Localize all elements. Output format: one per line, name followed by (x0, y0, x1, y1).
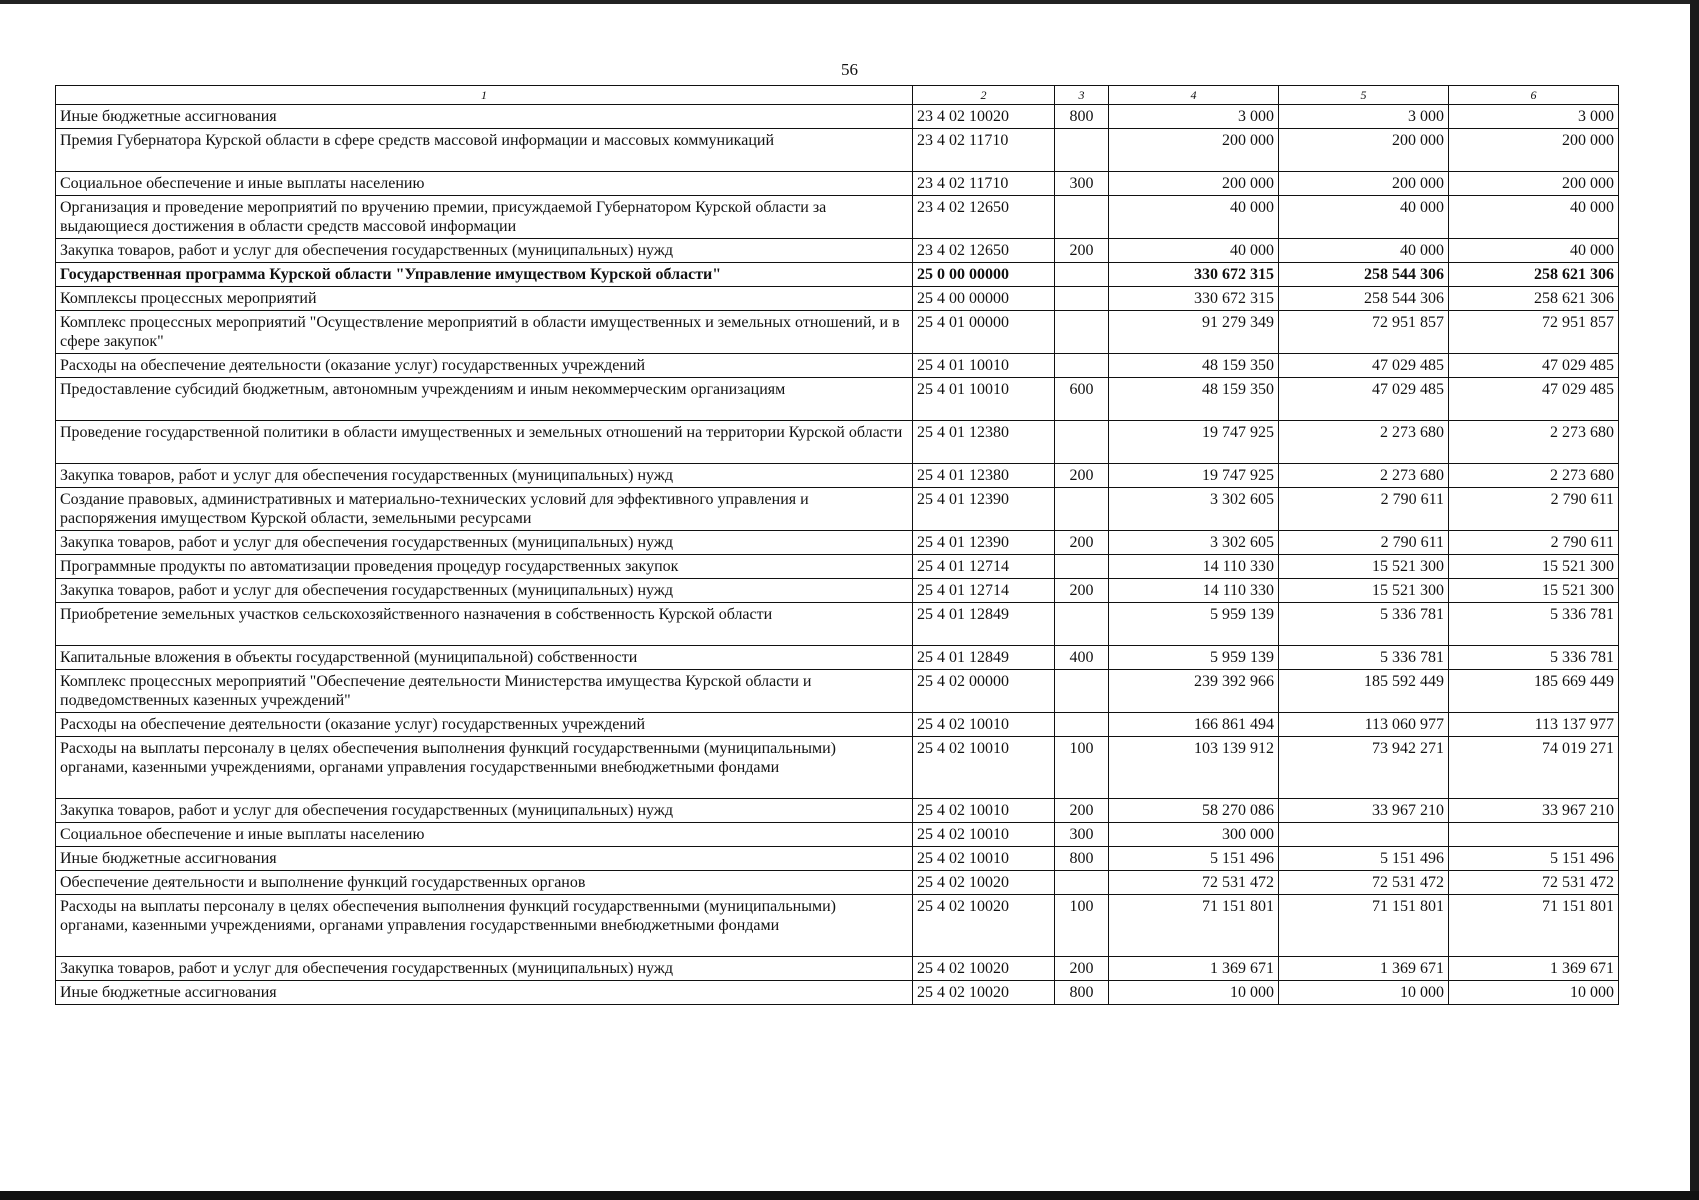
table-row (56, 646, 1619, 670)
amount-column-5-cell: 200 000 (1279, 129, 1449, 172)
amount-column-4-cell: 200 000 (1109, 129, 1279, 172)
expense-name-cell: Комплексы процессных мероприятий (56, 287, 913, 311)
column-number-header: 1 (56, 86, 913, 105)
amount-column-5-cell: 258 544 306 (1279, 287, 1449, 311)
amount-column-5-cell: 33 967 210 (1279, 799, 1449, 823)
amount-column-5-cell: 15 521 300 (1279, 555, 1449, 579)
amount-column-5-cell: 71 151 801 (1279, 895, 1449, 957)
expense-name-cell: Организация и проведение мероприятий по вручению премии, присуждаемой Губернатором Курской области за выдающиеся достижения в области средств массовой информации (56, 196, 913, 239)
amount-column-5-cell: 2 790 611 (1279, 488, 1449, 531)
expense-name-cell: Создание правовых, административных и материально-технических условий для эффективного управления и распоряжения имуществом Курской области, земельными ресурсами (56, 488, 913, 531)
table-row (56, 239, 1619, 263)
amount-column-5-cell: 200 000 (1279, 172, 1449, 196)
amount-column-6-cell: 72 531 472 (1449, 871, 1619, 895)
expense-type-code-cell (1055, 421, 1109, 464)
expense-name-cell: Закупка товаров, работ и услуг для обеспечения государственных (муниципальных) нужд (56, 531, 913, 555)
table-row (56, 105, 1619, 129)
expense-name-cell: Приобретение земельных участков сельскохозяйственного назначения в собственность Курской области (56, 603, 913, 646)
amount-column-6-cell: 200 000 (1449, 129, 1619, 172)
table-row (56, 263, 1619, 287)
table-row (56, 421, 1619, 464)
amount-column-5-cell: 5 336 781 (1279, 603, 1449, 646)
amount-column-6-cell: 258 621 306 (1449, 287, 1619, 311)
expense-type-code-cell (1055, 670, 1109, 713)
target-article-code-cell: 25 4 01 10010 (913, 378, 1055, 421)
table-row (56, 799, 1619, 823)
amount-column-4-cell: 300 000 (1109, 823, 1279, 847)
amount-column-6-cell: 47 029 485 (1449, 378, 1619, 421)
target-article-code-cell: 25 4 01 12714 (913, 579, 1055, 603)
amount-column-4-cell: 40 000 (1109, 239, 1279, 263)
table-row (56, 957, 1619, 981)
target-article-code-cell: 23 4 02 11710 (913, 172, 1055, 196)
amount-column-6-cell: 15 521 300 (1449, 555, 1619, 579)
amount-column-6-cell: 74 019 271 (1449, 737, 1619, 799)
target-article-code-cell: 25 4 01 12380 (913, 464, 1055, 488)
table-row (56, 287, 1619, 311)
expense-name-cell: Социальное обеспечение и иные выплаты населению (56, 172, 913, 196)
scan-edge-bottom (0, 1191, 1699, 1200)
table-row (56, 847, 1619, 871)
amount-column-6-cell: 200 000 (1449, 172, 1619, 196)
target-article-code-cell: 25 4 02 10020 (913, 871, 1055, 895)
table-row (56, 603, 1619, 646)
expense-type-code-cell: 200 (1055, 239, 1109, 263)
target-article-code-cell: 25 4 01 12849 (913, 603, 1055, 646)
expense-type-code-cell: 800 (1055, 105, 1109, 129)
amount-column-4-cell: 3 000 (1109, 105, 1279, 129)
expense-name-cell: Закупка товаров, работ и услуг для обеспечения государственных (муниципальных) нужд (56, 239, 913, 263)
amount-column-4-cell: 19 747 925 (1109, 464, 1279, 488)
amount-column-6-cell: 2 273 680 (1449, 464, 1619, 488)
target-article-code-cell: 25 4 00 00000 (913, 287, 1055, 311)
expense-type-code-cell (1055, 488, 1109, 531)
table-row (56, 823, 1619, 847)
expense-name-cell: Комплекс процессных мероприятий "Обеспечение деятельности Министерства имущества Курской области и подведомственных казенных учреждений" (56, 670, 913, 713)
expense-type-code-cell: 200 (1055, 464, 1109, 488)
target-article-code-cell: 25 4 02 10020 (913, 895, 1055, 957)
expense-type-code-cell (1055, 354, 1109, 378)
target-article-code-cell: 25 4 01 12380 (913, 421, 1055, 464)
budget-table (55, 85, 1619, 1005)
table-row (56, 555, 1619, 579)
amount-column-6-cell: 2 790 611 (1449, 488, 1619, 531)
amount-column-5-cell: 47 029 485 (1279, 354, 1449, 378)
amount-column-4-cell: 58 270 086 (1109, 799, 1279, 823)
column-number-header: 2 (913, 86, 1055, 105)
amount-column-4-cell: 3 302 605 (1109, 531, 1279, 555)
amount-column-4-cell: 5 959 139 (1109, 603, 1279, 646)
amount-column-6-cell: 5 151 496 (1449, 847, 1619, 871)
amount-column-5-cell: 113 060 977 (1279, 713, 1449, 737)
scan-edge-right (1690, 0, 1699, 1200)
expense-name-cell: Закупка товаров, работ и услуг для обеспечения государственных (муниципальных) нужд (56, 799, 913, 823)
expense-type-code-cell: 800 (1055, 847, 1109, 871)
target-article-code-cell: 25 4 01 12390 (913, 531, 1055, 555)
expense-name-cell: Государственная программа Курской области "Управление имуществом Курской области" (56, 263, 913, 287)
amount-column-5-cell: 3 000 (1279, 105, 1449, 129)
amount-column-5-cell: 185 592 449 (1279, 670, 1449, 713)
table-row (56, 488, 1619, 531)
amount-column-6-cell: 10 000 (1449, 981, 1619, 1005)
amount-column-5-cell: 40 000 (1279, 239, 1449, 263)
column-number-header: 4 (1109, 86, 1279, 105)
column-number-header: 5 (1279, 86, 1449, 105)
expense-type-code-cell (1055, 871, 1109, 895)
table-row (56, 895, 1619, 957)
amount-column-4-cell: 71 151 801 (1109, 895, 1279, 957)
expense-type-code-cell: 400 (1055, 646, 1109, 670)
target-article-code-cell: 23 4 02 12650 (913, 239, 1055, 263)
amount-column-4-cell: 5 959 139 (1109, 646, 1279, 670)
target-article-code-cell: 23 4 02 10020 (913, 105, 1055, 129)
expense-type-code-cell (1055, 555, 1109, 579)
table-row (56, 713, 1619, 737)
table-row (56, 354, 1619, 378)
amount-column-5-cell: 47 029 485 (1279, 378, 1449, 421)
table-row (56, 311, 1619, 354)
expense-name-cell: Предоставление субсидий бюджетным, автономным учреждениям и иным некоммерческим организациям (56, 378, 913, 421)
table-row (56, 737, 1619, 799)
expense-type-code-cell: 600 (1055, 378, 1109, 421)
expense-type-code-cell: 300 (1055, 823, 1109, 847)
target-article-code-cell: 25 4 01 10010 (913, 354, 1055, 378)
expense-type-code-cell (1055, 713, 1109, 737)
amount-column-4-cell: 166 861 494 (1109, 713, 1279, 737)
amount-column-4-cell: 3 302 605 (1109, 488, 1279, 531)
table-row (56, 172, 1619, 196)
amount-column-6-cell: 2 790 611 (1449, 531, 1619, 555)
amount-column-4-cell: 14 110 330 (1109, 579, 1279, 603)
amount-column-6-cell (1449, 823, 1619, 847)
amount-column-4-cell: 330 672 315 (1109, 263, 1279, 287)
amount-column-6-cell: 5 336 781 (1449, 646, 1619, 670)
amount-column-6-cell: 1 369 671 (1449, 957, 1619, 981)
expense-name-cell: Иные бюджетные ассигнования (56, 981, 913, 1005)
amount-column-5-cell: 2 790 611 (1279, 531, 1449, 555)
amount-column-4-cell: 1 369 671 (1109, 957, 1279, 981)
amount-column-4-cell: 14 110 330 (1109, 555, 1279, 579)
expense-type-code-cell (1055, 311, 1109, 354)
amount-column-5-cell: 15 521 300 (1279, 579, 1449, 603)
expense-type-code-cell (1055, 129, 1109, 172)
expense-type-code-cell: 100 (1055, 737, 1109, 799)
expense-name-cell: Проведение государственной политики в области имущественных и земельных отношений на территории Курской области (56, 421, 913, 464)
amount-column-4-cell: 72 531 472 (1109, 871, 1279, 895)
expense-name-cell: Иные бюджетные ассигнования (56, 847, 913, 871)
target-article-code-cell: 23 4 02 11710 (913, 129, 1055, 172)
amount-column-6-cell: 3 000 (1449, 105, 1619, 129)
amount-column-4-cell: 200 000 (1109, 172, 1279, 196)
target-article-code-cell: 25 4 02 10010 (913, 713, 1055, 737)
table-row (56, 196, 1619, 239)
target-article-code-cell: 25 4 01 12714 (913, 555, 1055, 579)
table-row (56, 464, 1619, 488)
target-article-code-cell: 25 4 02 10010 (913, 737, 1055, 799)
expense-type-code-cell (1055, 263, 1109, 287)
target-article-code-cell: 25 4 02 10010 (913, 799, 1055, 823)
amount-column-4-cell: 19 747 925 (1109, 421, 1279, 464)
table-row (56, 531, 1619, 555)
expense-name-cell: Расходы на выплаты персоналу в целях обеспечения выполнения функций государственными (муниципальными) органами, казенными учреждениями, органами управления государственными внебюджетными фондами (56, 895, 913, 957)
table-row (56, 129, 1619, 172)
amount-column-5-cell: 10 000 (1279, 981, 1449, 1005)
expense-name-cell: Обеспечение деятельности и выполнение функций государственных органов (56, 871, 913, 895)
amount-column-5-cell: 1 369 671 (1279, 957, 1449, 981)
amount-column-4-cell: 48 159 350 (1109, 354, 1279, 378)
target-article-code-cell: 25 4 02 10010 (913, 823, 1055, 847)
amount-column-5-cell: 5 336 781 (1279, 646, 1449, 670)
amount-column-4-cell: 48 159 350 (1109, 378, 1279, 421)
column-number-header: 3 (1055, 86, 1109, 105)
expense-type-code-cell: 100 (1055, 895, 1109, 957)
amount-column-6-cell: 33 967 210 (1449, 799, 1619, 823)
amount-column-4-cell: 239 392 966 (1109, 670, 1279, 713)
expense-name-cell: Премия Губернатора Курской области в сфере средств массовой информации и массовых коммуникаций (56, 129, 913, 172)
amount-column-6-cell: 72 951 857 (1449, 311, 1619, 354)
target-article-code-cell: 25 4 01 12849 (913, 646, 1055, 670)
column-number-row (56, 86, 1619, 105)
amount-column-5-cell: 5 151 496 (1279, 847, 1449, 871)
amount-column-4-cell: 330 672 315 (1109, 287, 1279, 311)
expense-name-cell: Закупка товаров, работ и услуг для обеспечения государственных (муниципальных) нужд (56, 957, 913, 981)
budget-table-body (56, 86, 1619, 1005)
expense-type-code-cell (1055, 196, 1109, 239)
target-article-code-cell: 23 4 02 12650 (913, 196, 1055, 239)
table-row (56, 981, 1619, 1005)
amount-column-4-cell: 103 139 912 (1109, 737, 1279, 799)
amount-column-6-cell: 40 000 (1449, 239, 1619, 263)
table-row (56, 579, 1619, 603)
amount-column-4-cell: 10 000 (1109, 981, 1279, 1005)
amount-column-5-cell: 73 942 271 (1279, 737, 1449, 799)
expense-type-code-cell (1055, 603, 1109, 646)
amount-column-6-cell: 47 029 485 (1449, 354, 1619, 378)
amount-column-5-cell: 258 544 306 (1279, 263, 1449, 287)
amount-column-6-cell: 113 137 977 (1449, 713, 1619, 737)
table-row (56, 378, 1619, 421)
scan-edge-top (0, 0, 1699, 4)
expense-name-cell: Расходы на обеспечение деятельности (оказание услуг) государственных учреждений (56, 713, 913, 737)
expense-name-cell: Программные продукты по автоматизации проведения процедур государственных закупок (56, 555, 913, 579)
table-row (56, 871, 1619, 895)
expense-name-cell: Закупка товаров, работ и услуг для обеспечения государственных (муниципальных) нужд (56, 579, 913, 603)
target-article-code-cell: 25 4 01 00000 (913, 311, 1055, 354)
amount-column-6-cell: 185 669 449 (1449, 670, 1619, 713)
expense-name-cell: Расходы на выплаты персоналу в целях обеспечения выполнения функций государственными (муниципальными) органами, казенными учреждениями, органами управления государственными внебюджетными фондами (56, 737, 913, 799)
expense-name-cell: Иные бюджетные ассигнования (56, 105, 913, 129)
expense-name-cell: Социальное обеспечение и иные выплаты населению (56, 823, 913, 847)
expense-type-code-cell: 200 (1055, 957, 1109, 981)
amount-column-6-cell: 2 273 680 (1449, 421, 1619, 464)
expense-type-code-cell: 800 (1055, 981, 1109, 1005)
amount-column-6-cell: 5 336 781 (1449, 603, 1619, 646)
target-article-code-cell: 25 0 00 00000 (913, 263, 1055, 287)
page-number: 56 (841, 60, 858, 79)
target-article-code-cell: 25 4 02 10020 (913, 981, 1055, 1005)
amount-column-6-cell: 40 000 (1449, 196, 1619, 239)
amount-column-4-cell: 5 151 496 (1109, 847, 1279, 871)
expense-type-code-cell: 300 (1055, 172, 1109, 196)
amount-column-6-cell: 258 621 306 (1449, 263, 1619, 287)
amount-column-5-cell: 40 000 (1279, 196, 1449, 239)
amount-column-5-cell: 2 273 680 (1279, 464, 1449, 488)
amount-column-6-cell: 71 151 801 (1449, 895, 1619, 957)
expense-name-cell: Расходы на обеспечение деятельности (оказание услуг) государственных учреждений (56, 354, 913, 378)
expense-type-code-cell: 200 (1055, 531, 1109, 555)
amount-column-5-cell: 2 273 680 (1279, 421, 1449, 464)
expense-type-code-cell: 200 (1055, 579, 1109, 603)
table-row (56, 670, 1619, 713)
expense-type-code-cell (1055, 287, 1109, 311)
expense-name-cell: Закупка товаров, работ и услуг для обеспечения государственных (муниципальных) нужд (56, 464, 913, 488)
amount-column-5-cell: 72 531 472 (1279, 871, 1449, 895)
target-article-code-cell: 25 4 02 10010 (913, 847, 1055, 871)
target-article-code-cell: 25 4 02 00000 (913, 670, 1055, 713)
expense-type-code-cell: 200 (1055, 799, 1109, 823)
amount-column-5-cell (1279, 823, 1449, 847)
amount-column-6-cell: 15 521 300 (1449, 579, 1619, 603)
column-number-header: 6 (1449, 86, 1619, 105)
target-article-code-cell: 25 4 02 10020 (913, 957, 1055, 981)
target-article-code-cell: 25 4 01 12390 (913, 488, 1055, 531)
amount-column-4-cell: 91 279 349 (1109, 311, 1279, 354)
expense-name-cell: Комплекс процессных мероприятий "Осуществление мероприятий в области имущественных и земельных отношений, и в сфере закупок" (56, 311, 913, 354)
expense-name-cell: Капитальные вложения в объекты государственной (муниципальной) собственности (56, 646, 913, 670)
amount-column-5-cell: 72 951 857 (1279, 311, 1449, 354)
amount-column-4-cell: 40 000 (1109, 196, 1279, 239)
